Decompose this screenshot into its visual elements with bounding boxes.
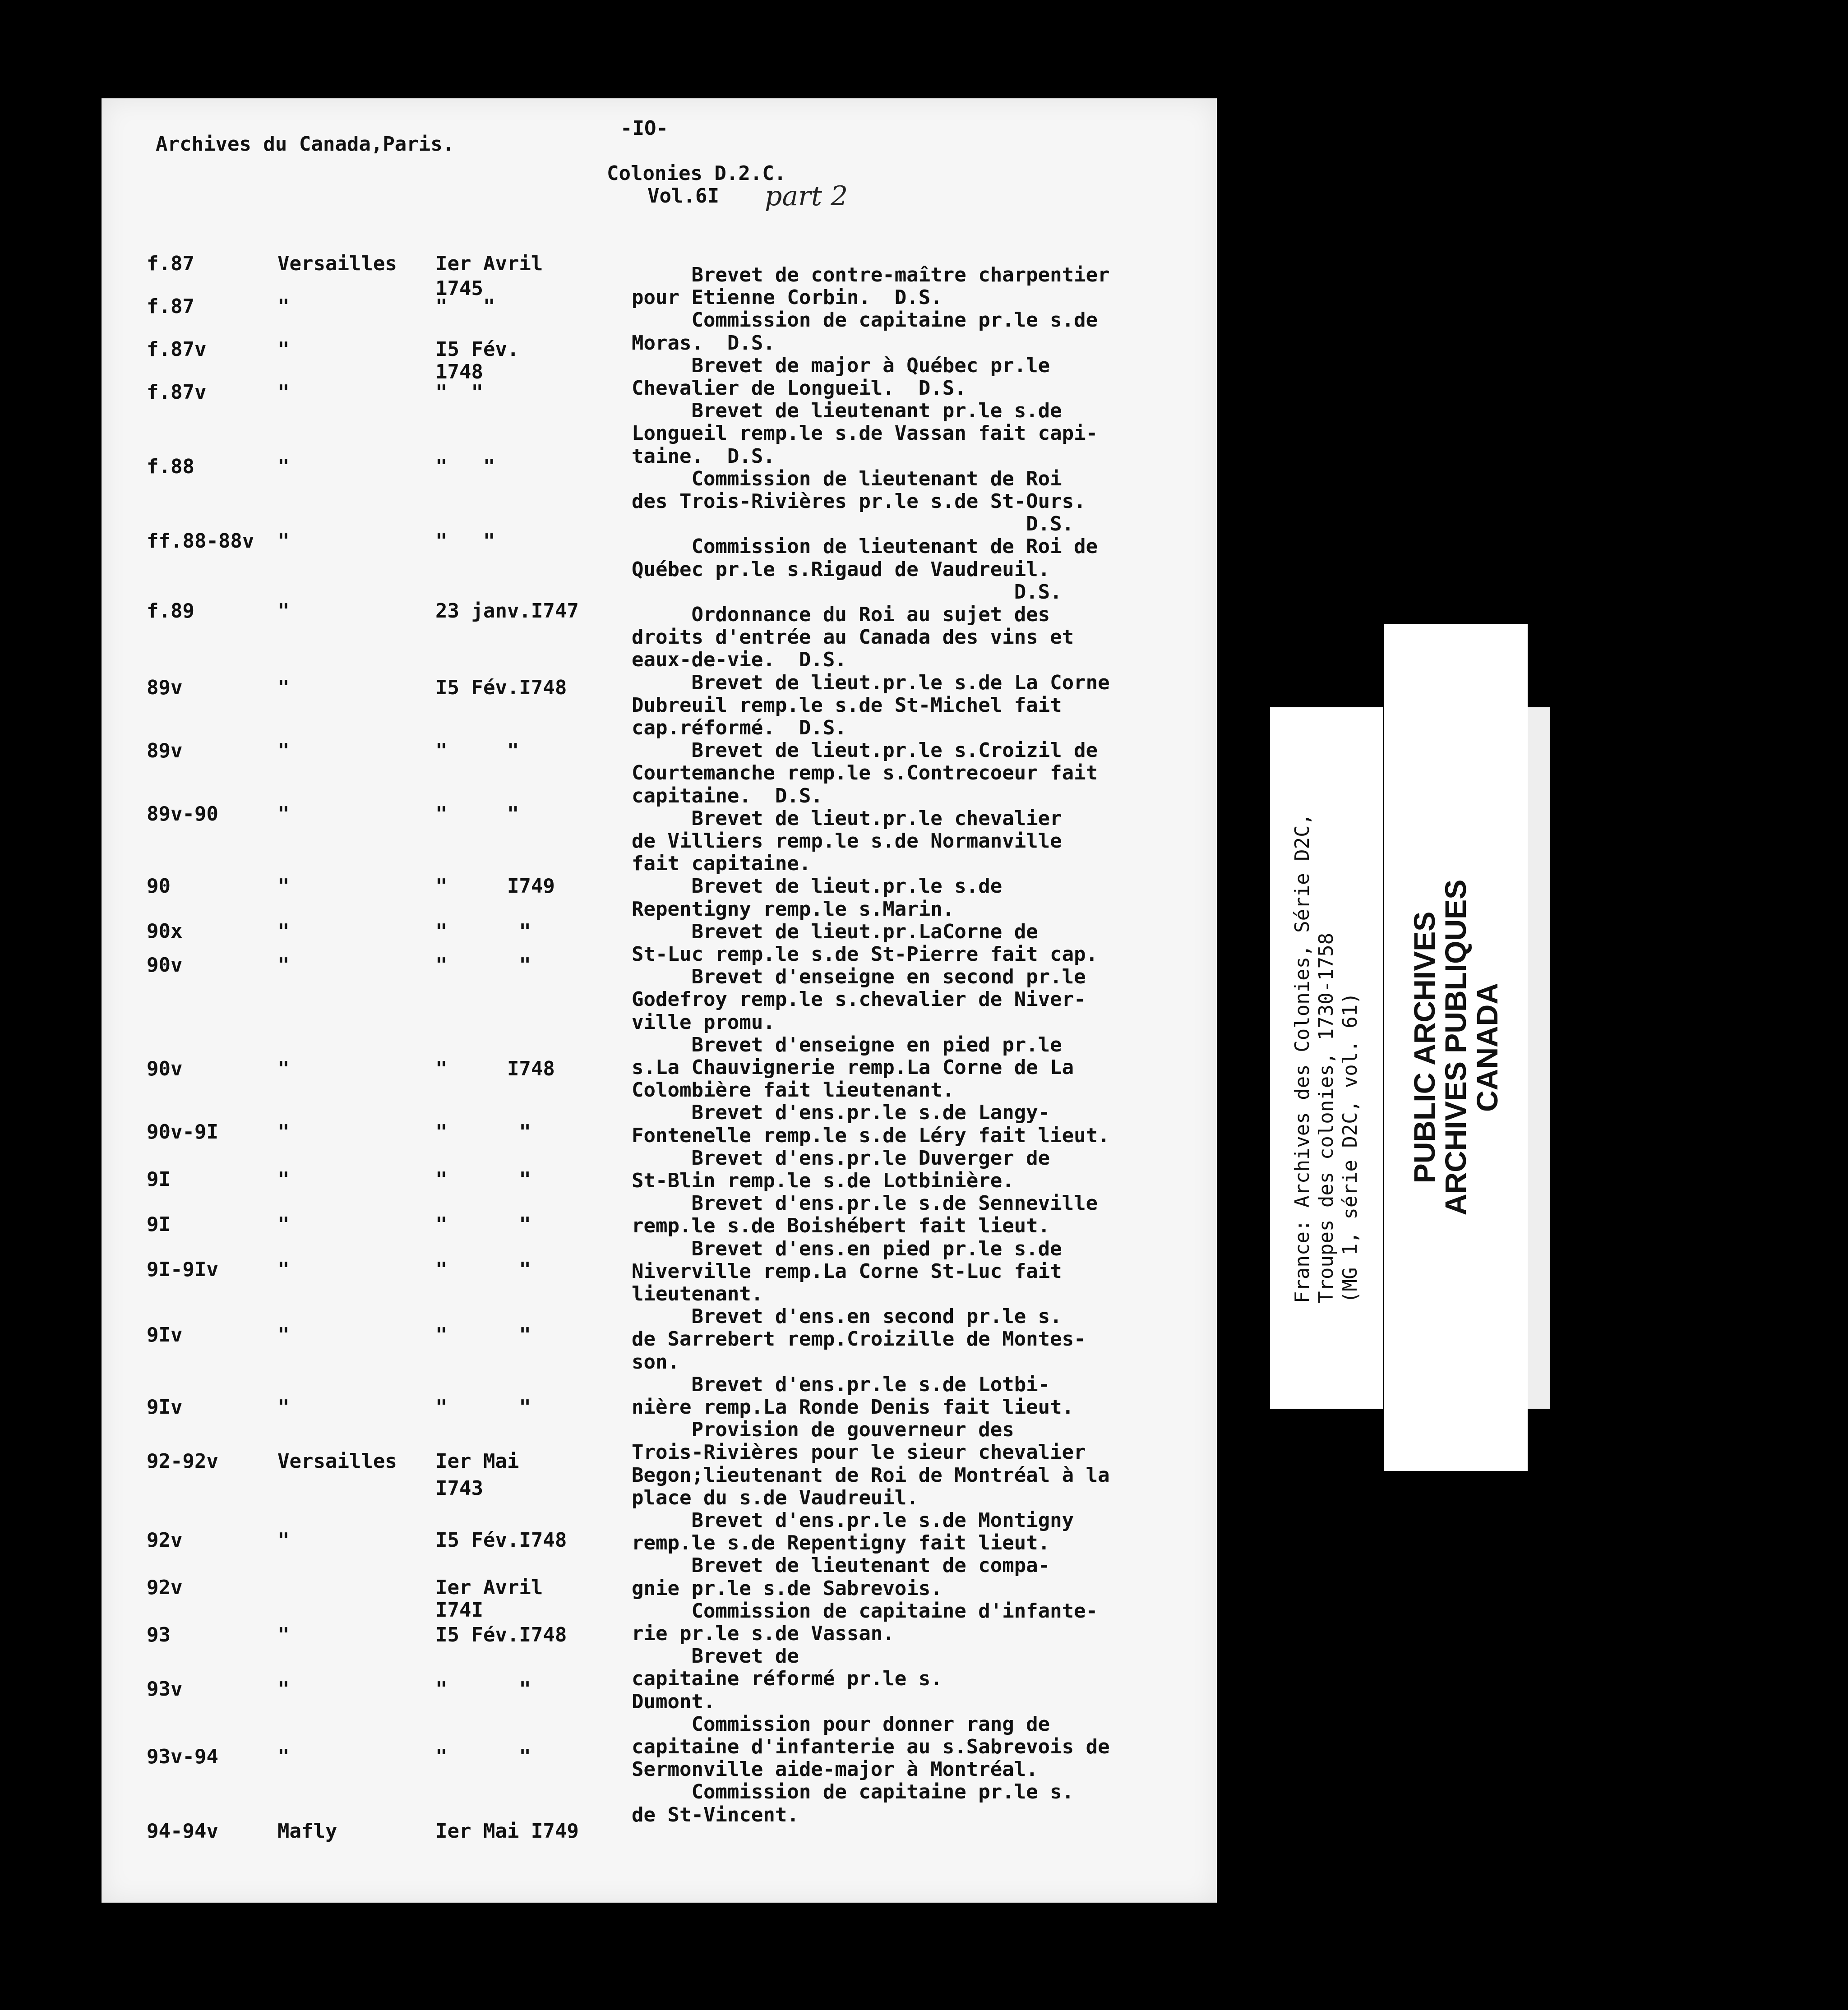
entry-date: " " — [435, 455, 495, 478]
folio-reference: 90x — [147, 920, 183, 943]
page-number: -IO- — [620, 117, 668, 140]
description-line: de Sarrebert remp.Croizille de Montes- — [632, 1328, 1086, 1351]
description-line: Brevet d'ens.en second pr.le s. — [632, 1305, 1062, 1328]
folio-reference: 9Iv — [147, 1396, 183, 1419]
entry-date: " " — [435, 1120, 531, 1143]
entry-place: " — [277, 802, 290, 825]
entry-date: " " — [435, 739, 519, 762]
label-line-1: France: Archives des Colonies, Série D2C, — [1290, 813, 1314, 1303]
description-line: Dumont. — [632, 1690, 716, 1713]
entry-place: " — [277, 1623, 290, 1646]
folio-reference: 92v — [147, 1576, 183, 1599]
description-line: s.La Chauvignerie remp.La Corne de La — [632, 1056, 1074, 1079]
description-line: St-Blin remp.le s.de Lotbinière. — [632, 1169, 1014, 1192]
folio-reference: 93v-94 — [147, 1745, 218, 1768]
description-line: Longueil remp.le s.de Vassan fait capi- — [632, 422, 1098, 445]
description-line: droits d'entrée au Canada des vins et — [632, 626, 1074, 649]
entry-date: " " — [435, 1258, 531, 1281]
description-line: gnie pr.le s.de Sabrevois. — [632, 1577, 942, 1600]
entry-date: " I749 — [435, 875, 555, 898]
description-line: remp.le s.de Boishébert fait lieut. — [632, 1214, 1050, 1237]
entry-place: " — [277, 381, 290, 404]
archive-label-card — [1270, 707, 1383, 1409]
entry-place: " — [277, 1120, 290, 1143]
description-line: Colombière fait lieutenant. — [632, 1079, 955, 1102]
entry-place: " — [277, 1057, 290, 1080]
folio-reference: 89v-90 — [147, 802, 218, 825]
description-line: Brevet de lieut.pr.le s.de La Corne — [632, 671, 1110, 694]
entry-place: " — [277, 455, 290, 478]
description-line: Fontenelle remp.le s.de Léry fait lieut. — [632, 1124, 1110, 1147]
folio-reference: 93v — [147, 1678, 183, 1701]
description-line: capitaine. D.S. — [632, 784, 823, 807]
description-line: Commission pour donner rang de — [632, 1713, 1050, 1736]
description-line: Brevet d'ens.pr.le s.de Montigny — [632, 1509, 1074, 1532]
description-line: lieutenant. — [632, 1282, 763, 1305]
entry-date: I5 Fév.I748 — [435, 1623, 567, 1646]
folio-reference: 89v — [147, 739, 183, 762]
folio-reference: f.89 — [147, 599, 194, 622]
description-line: capitaine d'infanterie au s.Sabrevois de — [632, 1735, 1110, 1758]
archive-title: Archives du Canada,Paris. — [156, 133, 455, 156]
folio-reference: 89v — [147, 676, 183, 699]
entry-place: " — [277, 920, 290, 943]
entry-place: " — [277, 1168, 290, 1191]
entry-place: " — [277, 295, 290, 318]
stamp-text — [1409, 880, 1503, 1215]
description-line: fait capitaine. — [632, 852, 811, 875]
entry-date: I74I — [435, 1599, 483, 1622]
description-line: Brevet de lieutenant de compa- — [632, 1554, 1050, 1577]
entry-place: " — [277, 739, 290, 762]
description-line: Québec pr.le s.Rigaud de Vaudreuil. — [632, 558, 1050, 581]
folio-reference: 93 — [147, 1623, 171, 1646]
entry-date: Ier Avril — [435, 1576, 543, 1599]
folio-reference: 9I — [147, 1168, 171, 1191]
description-line: Commission de capitaine d'infante- — [632, 1600, 1098, 1623]
folio-reference: 9I — [147, 1213, 171, 1236]
entry-date: " " — [435, 1213, 531, 1236]
label-line-3: (MG 1, série D2C, vol. 61) — [1338, 992, 1362, 1303]
folio-reference: 90v — [147, 954, 183, 977]
folio-reference: f.87v — [147, 381, 207, 404]
entry-date: " " — [435, 1745, 531, 1768]
description-line: Brevet de lieutenant pr.le s.de — [632, 399, 1062, 422]
series-label: Colonies D.2.C. — [607, 162, 786, 185]
entry-place: " — [277, 1323, 290, 1346]
description-line: Commission de lieutenant de Roi de — [632, 535, 1098, 558]
folio-reference: 94-94v — [147, 1820, 218, 1843]
folio-reference: 92-92v — [147, 1450, 218, 1473]
folio-reference: f.87 — [147, 295, 194, 318]
entry-place: " — [277, 530, 290, 553]
description-line: rie pr.le s.de Vassan. — [632, 1622, 895, 1645]
description-line: Brevet de contre-maître charpentier — [632, 263, 1110, 286]
description-line: de St-Vincent. — [632, 1803, 799, 1826]
description-line: Brevet d'ens.pr.le Duverger de — [632, 1147, 1050, 1170]
folio-reference: 9I-9Iv — [147, 1258, 218, 1281]
description-line: Brevet d'ens.en pied pr.le s.de — [632, 1237, 1062, 1260]
entry-date: 1745 — [435, 277, 483, 300]
entry-date: " " — [435, 1323, 531, 1346]
description-line: St-Luc remp.le s.de St-Pierre fait cap. — [632, 943, 1098, 966]
description-line: nière remp.La Ronde Denis fait lieut. — [632, 1396, 1074, 1419]
description-line: Brevet de major à Québec pr.le — [632, 354, 1050, 377]
entry-date: " " — [435, 954, 531, 977]
description-line: Commission de capitaine pr.le s.de — [632, 309, 1098, 332]
description-line: Sermonville aide-major à Montréal. — [632, 1758, 1038, 1781]
entry-place: " — [277, 1678, 290, 1701]
entry-place: " — [277, 954, 290, 977]
description-line: D.S. — [632, 512, 1074, 535]
archives-stamp-card — [1384, 624, 1528, 1471]
entry-date: Ier Avril — [435, 252, 543, 275]
entry-place: " — [277, 599, 290, 622]
description-line: Brevet de lieut.pr.le s.Croizil de — [632, 739, 1098, 762]
description-line: eaux-de-vie. D.S. — [632, 648, 847, 671]
description-line: Brevet d'ens.pr.le s.de Lotbi- — [632, 1373, 1050, 1396]
folio-reference: 92v — [147, 1529, 183, 1552]
description-line: Trois-Rivières pour le sieur chevalier — [632, 1441, 1086, 1464]
entry-date: " " — [435, 1168, 531, 1191]
description-line: remp.le s.de Repentigny fait lieut. — [632, 1531, 1050, 1554]
folio-reference: f.87 — [147, 252, 194, 275]
description-line: pour Etienne Corbin. D.S. — [632, 286, 942, 309]
description-line: taine. D.S. — [632, 445, 775, 468]
description-line: Brevet d'enseigne en pied pr.le — [632, 1033, 1062, 1056]
handwritten-note: part 2 — [765, 180, 848, 212]
description-line: Brevet de lieut.pr.le s.de — [632, 875, 1003, 898]
description-line: Commission de capitaine pr.le s. — [632, 1780, 1074, 1803]
entry-place: " — [277, 676, 290, 699]
description-line: Ordonnance du Roi au sujet des — [632, 603, 1050, 626]
entry-date: 1748 — [435, 360, 483, 383]
document-page — [102, 98, 1217, 1903]
entry-date: I5 Fév.I748 — [435, 676, 567, 699]
entry-place: " — [277, 1396, 290, 1419]
description-line: Brevet d'ens.pr.le s.de Senneville — [632, 1192, 1098, 1215]
entry-date: " " — [435, 530, 495, 553]
description-line: Repentigny remp.le s.Marin. — [632, 898, 955, 921]
description-line: Brevet de lieut.pr.le chevalier — [632, 807, 1062, 830]
label-line-2: Troupes des colonies, 1730-1758 — [1314, 932, 1338, 1303]
folio-reference: 90v-9I — [147, 1120, 218, 1143]
description-line: place du s.de Vaudreuil. — [632, 1486, 919, 1509]
stamp-line-2: ARCHIVES PUBLIQUES — [1439, 879, 1473, 1216]
description-line: Brevet de lieut.pr.LaCorne de — [632, 920, 1038, 943]
entry-place: Versailles — [277, 252, 397, 275]
folio-reference: 9Iv — [147, 1323, 183, 1346]
entry-date: " " — [435, 295, 495, 318]
volume-label: Vol.6I — [647, 184, 719, 207]
entry-place: " — [277, 875, 290, 898]
stamp-card-edge — [1528, 707, 1550, 1409]
entry-date: I743 — [435, 1477, 483, 1500]
entry-date: Ier Mai — [435, 1450, 519, 1473]
entry-date: " " — [435, 1396, 531, 1419]
entry-date: " " — [435, 920, 531, 943]
description-line: Brevet d'ens.pr.le s.de Langy- — [632, 1101, 1050, 1124]
entry-date: " " — [435, 1678, 531, 1701]
description-line: de Villiers remp.le s.de Normanville — [632, 830, 1062, 853]
description-line: Courtemanche remp.le s.Contrecoeur fait — [632, 761, 1098, 784]
description-line: ville promu. — [632, 1011, 775, 1034]
folio-reference: ff.88-88v — [147, 530, 254, 553]
description-line: Niverville remp.La Corne St-Luc fait — [632, 1260, 1062, 1283]
description-line: Chevalier de Longueil. D.S. — [632, 377, 966, 400]
entry-place: " — [277, 1745, 290, 1768]
entry-date: I5 Fév.I748 — [435, 1529, 567, 1552]
entry-place: Versailles — [277, 1450, 397, 1473]
description-line: Begon;lieutenant de Roi de Montréal à la — [632, 1464, 1110, 1487]
entry-place: " — [277, 1529, 290, 1552]
entry-date: I5 Fév. — [435, 338, 519, 361]
entry-place: Mafly — [277, 1820, 337, 1843]
description-line: D.S. — [632, 581, 1062, 604]
description-line: Godefroy remp.le s.chevalier de Niver- — [632, 988, 1086, 1011]
entry-place: " — [277, 338, 290, 361]
entry-date: Ier Mai I749 — [435, 1820, 579, 1843]
entry-place: " — [277, 1258, 290, 1281]
description-line: Provision de gouverneur des — [632, 1418, 1014, 1441]
folio-reference: 90 — [147, 875, 171, 898]
folio-reference: 90v — [147, 1057, 183, 1080]
description-line: Commission de lieutenant de Roi — [632, 467, 1062, 490]
description-line: Dubreuil remp.le s.de St-Michel fait — [632, 694, 1062, 717]
entry-place: " — [277, 1213, 290, 1236]
entry-date: " I748 — [435, 1057, 555, 1080]
entry-date: " " — [435, 802, 519, 825]
entry-date: 23 janv.I747 — [435, 599, 579, 622]
description-line: son. — [632, 1351, 679, 1374]
stamp-line-1: PUBLIC ARCHIVES — [1408, 911, 1441, 1184]
description-line: Brevet de — [632, 1645, 799, 1668]
entry-date: " " — [435, 381, 483, 404]
description-line: des Trois-Rivières pr.le s.de St-Ours. — [632, 490, 1086, 513]
stamp-line-3: CANADA — [1470, 983, 1504, 1112]
folio-reference: f.87v — [147, 338, 207, 361]
folio-reference: f.88 — [147, 455, 194, 478]
description-line: Brevet d'enseigne en second pr.le — [632, 965, 1086, 988]
description-line: Moras. D.S. — [632, 332, 775, 355]
description-line: capitaine réformé pr.le s. — [632, 1667, 942, 1690]
label-text — [1291, 813, 1362, 1303]
description-line: cap.réformé. D.S. — [632, 716, 847, 739]
